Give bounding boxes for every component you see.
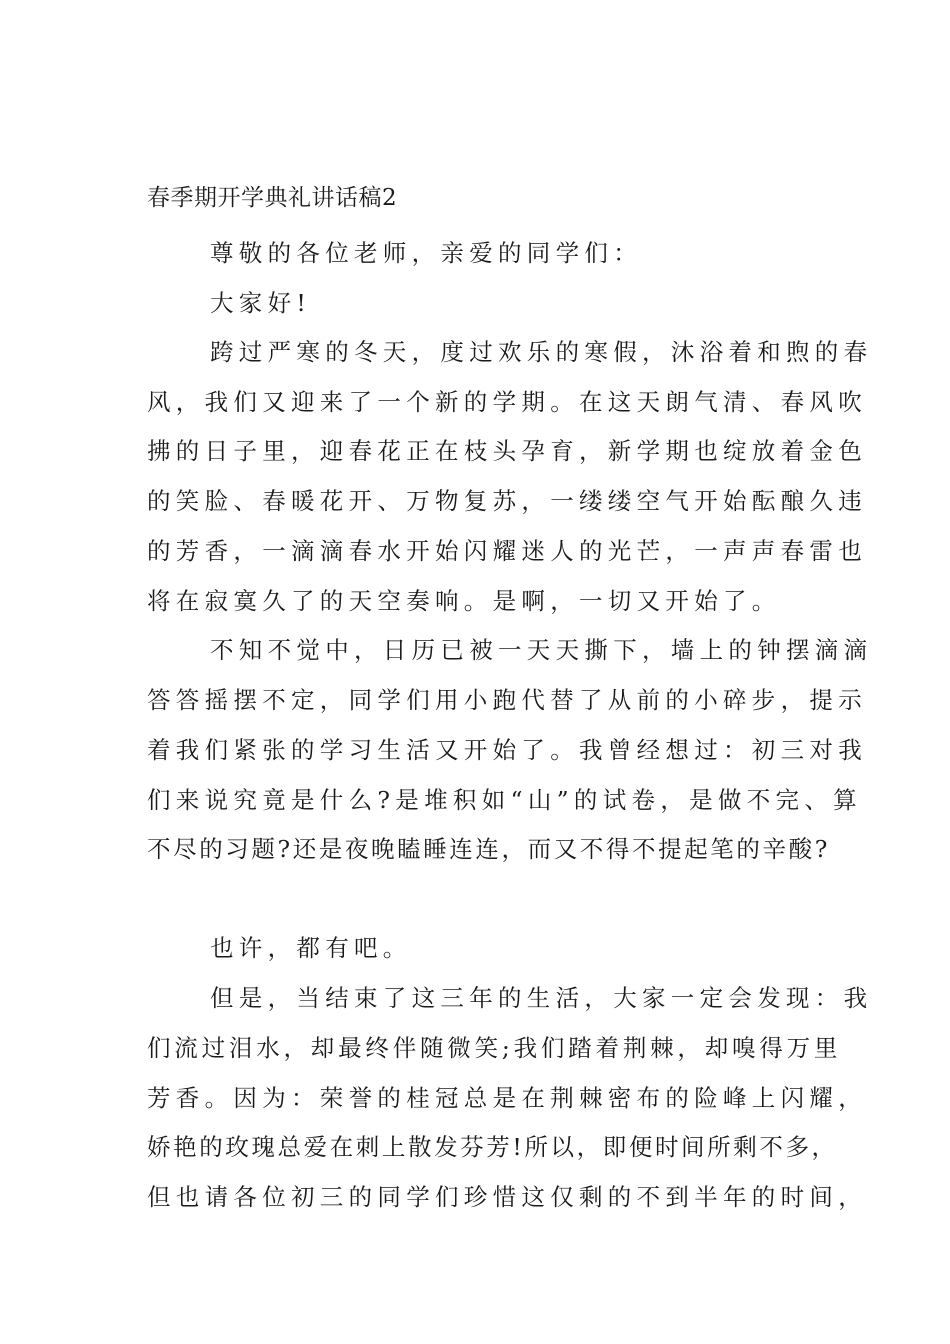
paragraph-1-line-6: 将在寂寞久了的天空奏响。是啊，一切又开始了。 — [147, 587, 781, 615]
paragraph-2-line-1: 不知不觉中，日历已被一天天撕下，墙上的钟摆滴滴 — [210, 636, 873, 664]
paragraph-4-line-1: 但是，当结束了这三年的生活，大家一定会发现：我 — [210, 984, 873, 1012]
paragraph-1-line-2: 风，我们又迎来了一个新的学期。在这天朗气清、春风吹 — [147, 388, 867, 416]
paragraph-2-line-4: 们来说究竟是什么?是堆积如“山”的试卷，是做不完、算 — [147, 786, 862, 814]
paragraph-4-line-4: 娇艳的玫瑰总爱在刺上散发芬芳!所以，即便时间所剩不多， — [147, 1133, 838, 1161]
paragraph-2-line-3: 着我们紧张的学习生活又开始了。我曾经想过：初三对我 — [147, 736, 867, 764]
paragraph-1-line-4: 的笑脸、春暖花开、万物复苏，一缕缕空气开始酝酿久违 — [147, 487, 867, 515]
document-title: 春季期开学典礼讲话稿2 — [147, 185, 398, 211]
paragraph-2-line-2: 答答摇摆不定，同学们用小跑代替了从前的小碎步，提示 — [147, 686, 867, 714]
paragraph-4-line-5: 但也请各位初三的同学们珍惜这仅剩的不到半年的时间， — [147, 1183, 867, 1211]
paragraph-1-line-5: 的芳香，一滴滴春水开始闪耀迷人的光芒，一声声春雷也 — [147, 537, 867, 565]
salutation: 尊敬的各位老师，亲爱的同学们： — [210, 239, 642, 267]
greeting: 大家好! — [210, 289, 312, 317]
paragraph-2-line-5: 不尽的习题?还是夜晚瞌睡连连，而又不得不提起笔的辛酸? — [147, 835, 830, 863]
paragraph-1-line-1: 跨过严寒的冬天，度过欢乐的寒假，沐浴着和煦的春 — [210, 338, 873, 366]
paragraph-1-line-3: 拂的日子里，迎春花正在枝头孕育，新学期也绽放着金色 — [147, 437, 867, 465]
paragraph-3: 也许，都有吧。 — [210, 934, 412, 962]
paragraph-4-line-3: 芳香。因为：荣誉的桂冠总是在荆棘密布的险峰上闪耀， — [147, 1084, 867, 1112]
paragraph-4-line-2: 们流过泪水，却最终伴随微笑;我们踏着荆棘，却嗅得万里 — [147, 1034, 842, 1062]
